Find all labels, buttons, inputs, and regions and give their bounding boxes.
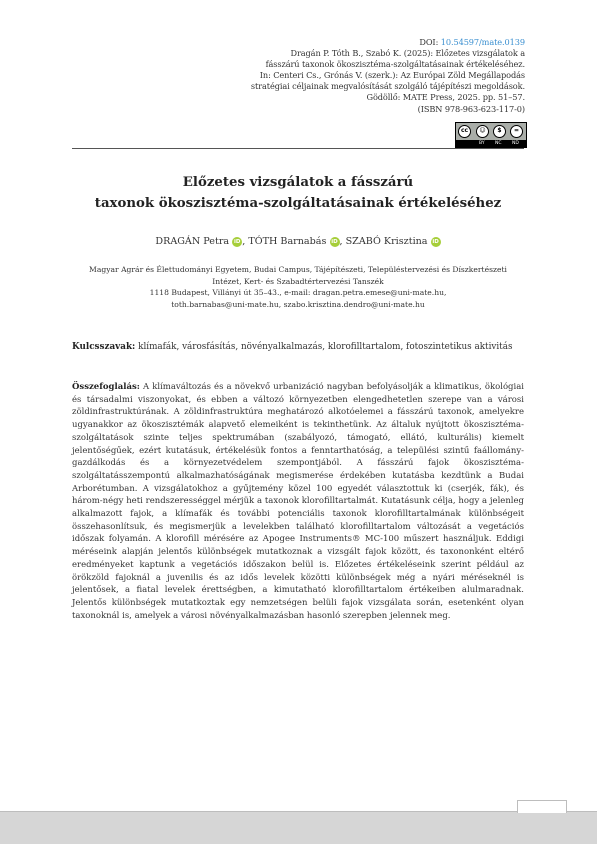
- doi-line: [225, 37, 525, 48]
- author-list: [72, 236, 524, 247]
- license-label-by: BY: [479, 141, 485, 146]
- isbn-line: (ISBN 978-963-623-117-0): [417, 103, 525, 114]
- orcid-icon[interactable]: iD: [432, 239, 439, 245]
- citation-line: stratégiai céljainak megvalósítását szolgáló tájépítészi megoldások.: [250, 81, 525, 92]
- author-name: DRAGÁN Petra: [155, 236, 230, 247]
- affiliation-block: [72, 264, 524, 310]
- cc-by-nc-nd-icon: [455, 122, 527, 148]
- citation-line: Dragán P. Tóth B., Szabó K. (2025): Előzetes vizsgálatok a: [290, 48, 525, 59]
- abstract-label: Összefoglalás:: [72, 382, 140, 392]
- citation-line: Gödöllő: MATE Press, 2025. pp. 51–57.: [366, 92, 525, 103]
- keywords-text: klímafák, városfásítás, növényalkalmazás, klorofilltartalom, fotoszintetikus aktivitás: [138, 342, 513, 352]
- by-icon: ☺: [476, 125, 489, 138]
- page-number-tab: [517, 800, 567, 813]
- paper-title: [72, 172, 524, 214]
- affiliation-line: Magyar Agrár és Élettudományi Egyetem, Budai Campus, Tájépítészeti, Településtervezési és Díszkertészeti: [89, 265, 507, 274]
- affiliation-line: 1118 Budapest, Villányi út 35–43., e-mail: dragan.petra.emese@uni-mate.hu,: [149, 288, 447, 298]
- cc-icon: cc: [458, 125, 471, 138]
- title-line: taxonok ökoszisztéma-szolgáltatásainak értékeléséhez: [94, 196, 502, 211]
- doi-label: DOI:: [419, 37, 439, 47]
- citation-block: [225, 37, 525, 115]
- author-name: , TÓTH Barnabás: [242, 236, 327, 247]
- nd-icon: =: [510, 125, 523, 138]
- citation-line: In: Centeri Cs., Grónás V. (szerk.): Az Európai Zöld Megállapodás: [259, 70, 525, 81]
- keywords-label: Kulcsszavak:: [72, 342, 136, 352]
- doi-link[interactable]: 10.54597/mate.0139: [440, 37, 525, 47]
- author-name: , SZABÓ Krisztina: [339, 236, 428, 247]
- affiliation-line: toth.barnabas@uni-mate.hu, szabo.krisztina.dendro@uni-mate.hu: [171, 299, 425, 309]
- license-label-nd: ND: [512, 141, 519, 146]
- citation-line: fásszárú taxonok ökoszisztéma-szolgáltatásainak értékeléséhez.: [265, 59, 525, 70]
- affiliation-line: Intézet, Kert- és Szabadtértervezési Tanszék: [212, 276, 384, 286]
- nc-icon: $: [493, 125, 506, 138]
- orcid-icon[interactable]: iD: [331, 239, 338, 245]
- abstract-text: A klímaváltozás és a növekvő urbanizáció nagyban befolyásolják a klimatikus, ökológiai és társadalmi viszonyokat, és ebben a változó környezetben elengedhetetlen szerepe van a városi zöldinfrastruktúrának. A zöldinfrastruktúra meghatározó alkotóelemei a fásszárú taxonok, amelyekre ugyanakkor az ökoszisztémák alapvető elemeiként is tekinthetünk. Az általuk nyújtott ökoszisztéma-szolgáltatások szinte teljes spektrumában (szabályozó, támogató, ellátó, kulturális) kiemelt jelentőségűek, ezért kutatásuk, értékelésük fontos a fenntarthatóság, a települési szintű faállomány-gazdálkodás és a környezetvédelem szempontjából. A fásszárú fajok ökoszisztéma-szolgáltatásszempontú alkalmazhatóságának megismerése érdekében kutatásba kezdtünk a Budai Arborétumban. A vizsgálatokhoz a gyűjtemény közel 100 egyedét választottuk ki (cserjék, fák), és három-négy heti rendszerességgel mérjük a taxonok klorofilltartalmát. Kutatásunk célja, hogy a jelenleg alkalmazott fajok, a klímafák és további potenciális taxonok klorofilltartalmának különbségeit összehasonlítsuk, és megismerjük a levelekben található klorofilltartalom változását a vegetációs időszak folyamán. A klorofill mérésére az Apogee Instruments® MC-100 műszert használjuk. Eddigi méréseink alapján jelentős különbségek mutatkoznak a vizsgált fajok között, és taxononként eltérő eredményeket kaptunk a vegetációs időszakon belül is. Előzetes értékeléseink szerint például az örökzöld fajoknál a juvenilis és az idős levelek közötti különbségek még a nyári méréseknél is jelentősek, a fiatal levelek érettségben, a kimutatható klorofilltartalom értékeiben alulmaradnak. Jelentős különbségek mutatkoztak egy nemzetségen belüli fajok vizsgálata során, esetenként olyan taxonoknál is, amelyek a városi növényalkalmazásban hasonló szerepben jelennek meg.: [72, 382, 525, 621]
- title-line: Előzetes vizsgálatok a fásszárú: [182, 175, 414, 190]
- abstract-paragraph: [72, 381, 524, 622]
- license-label-nc: NC: [495, 141, 502, 146]
- orcid-icon[interactable]: iD: [233, 239, 241, 245]
- page-footer-line: [0, 811, 597, 812]
- header-divider: [72, 148, 524, 149]
- keywords-paragraph: [72, 341, 524, 353]
